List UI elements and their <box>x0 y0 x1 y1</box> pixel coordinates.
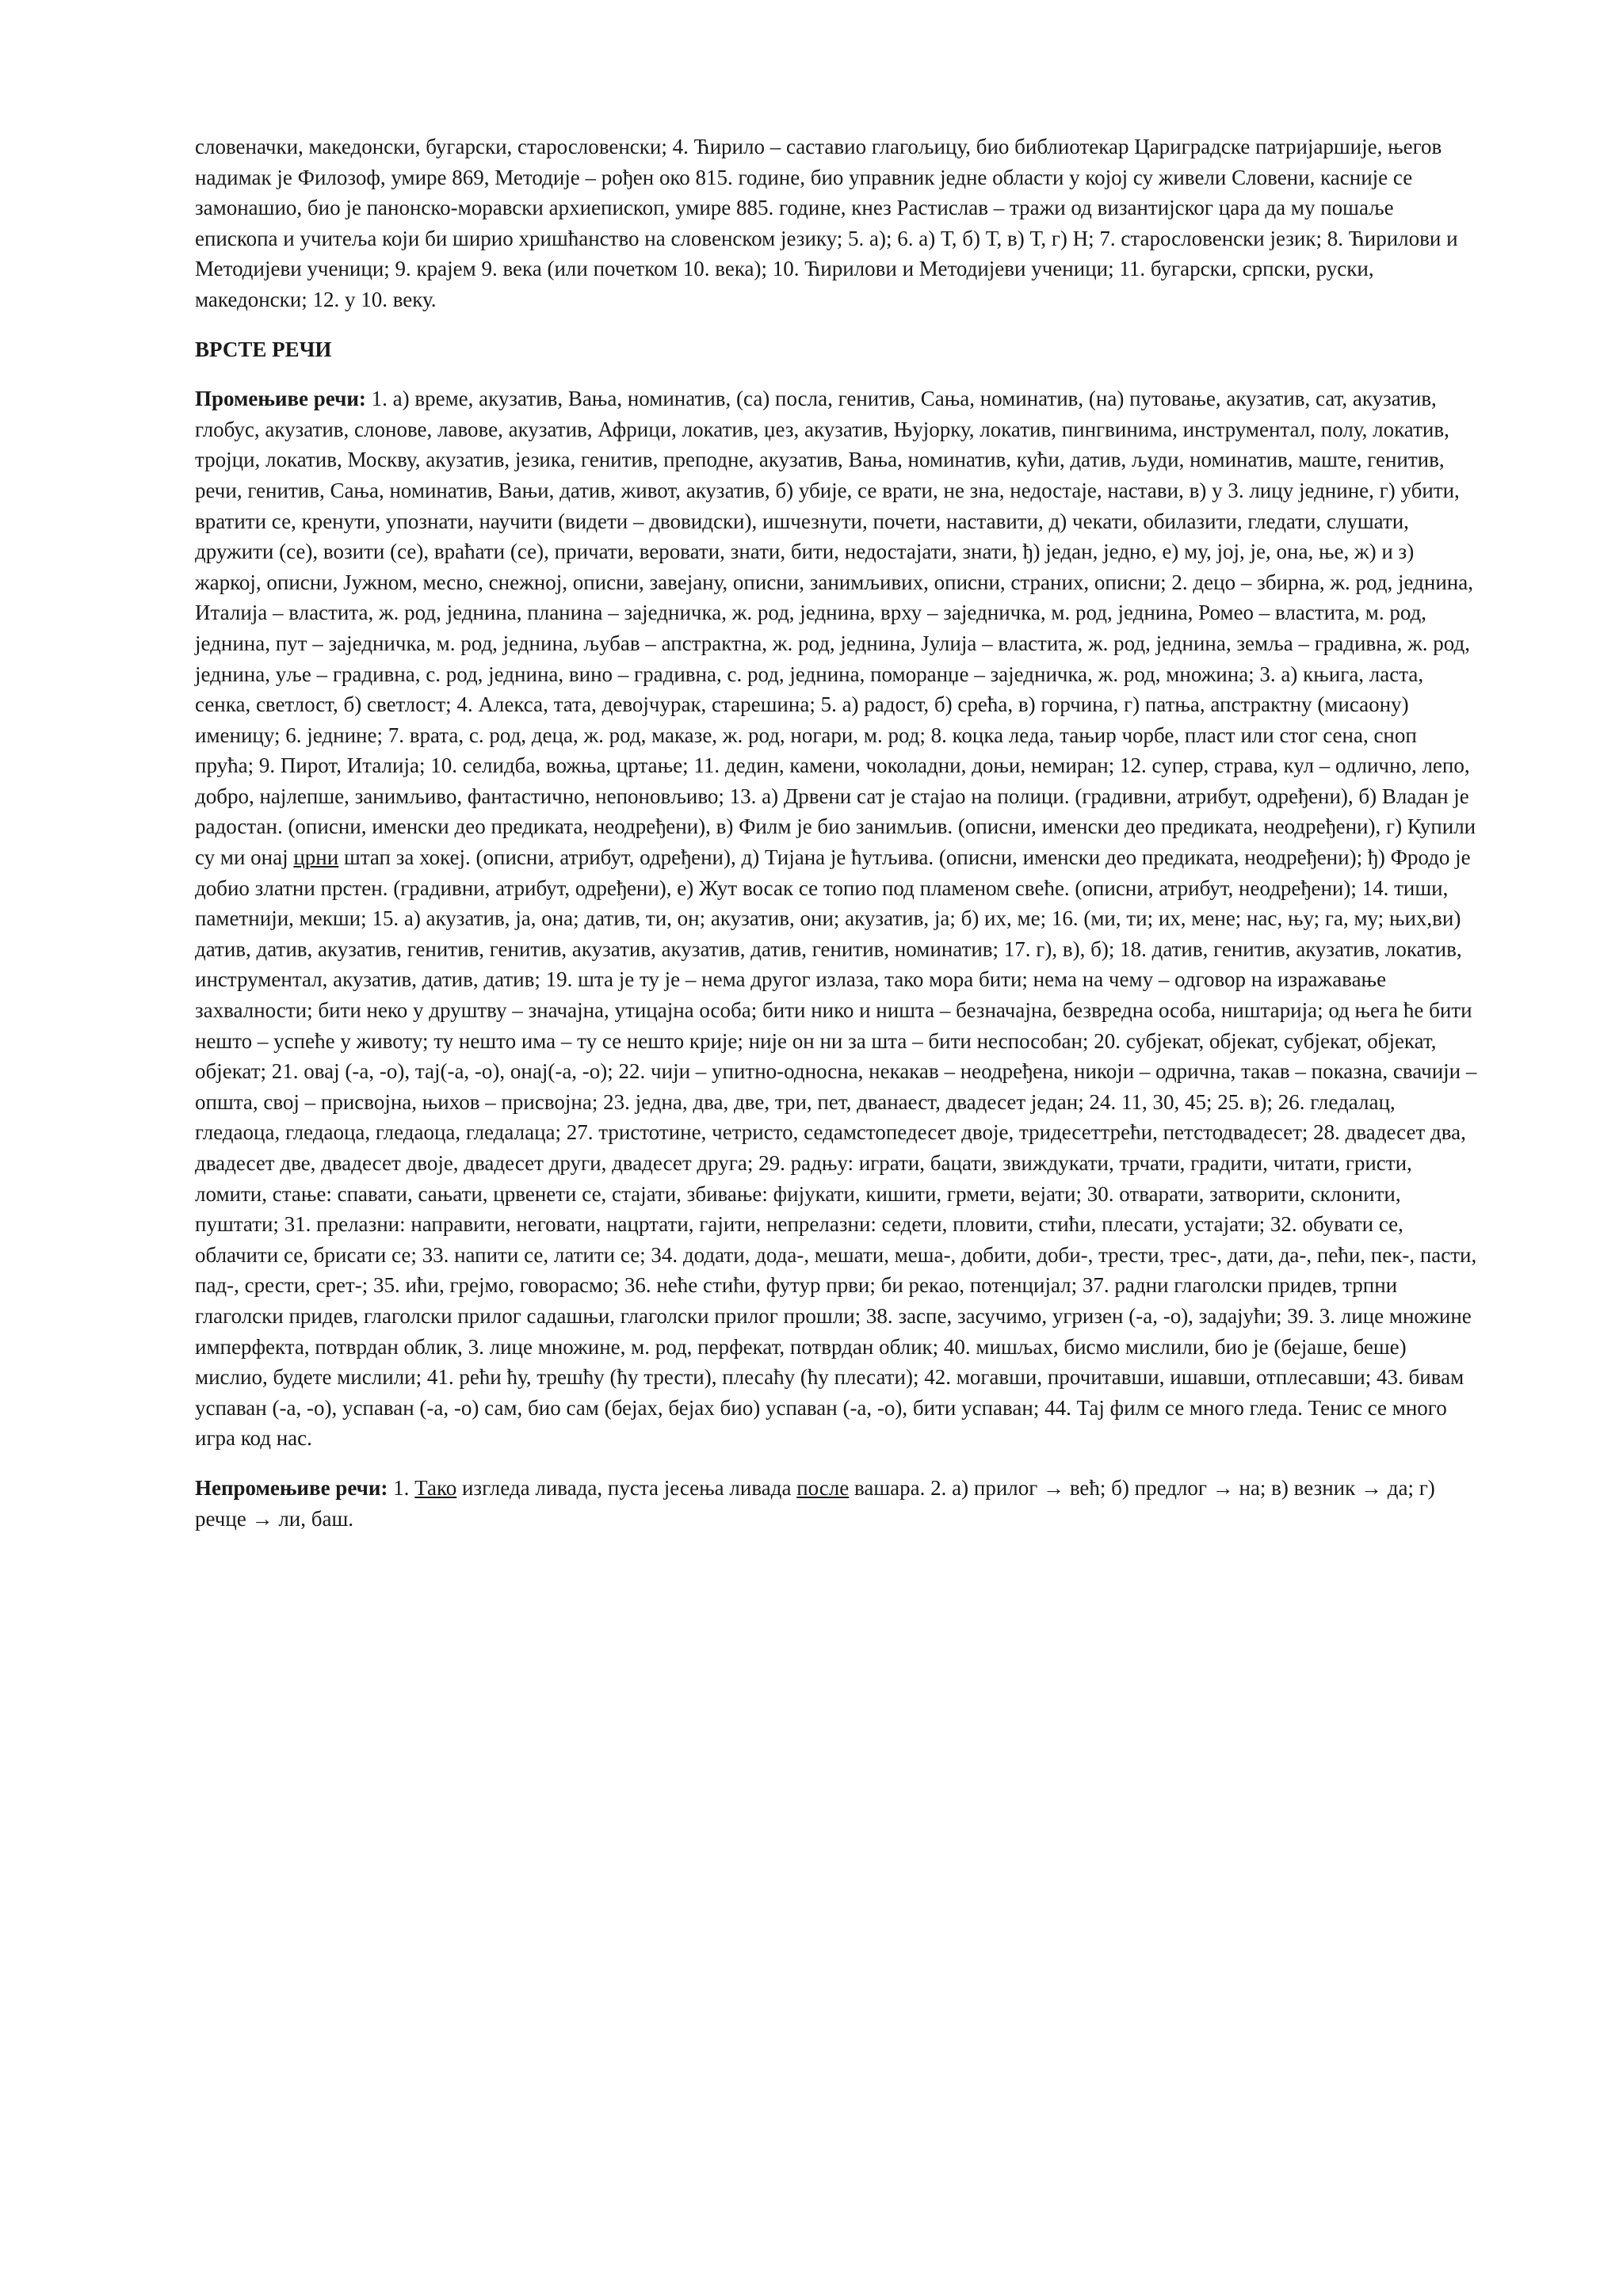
section-heading: ВРСТЕ РЕЧИ <box>195 337 332 361</box>
unchangeable-words-lead: Непромењиве речи: <box>195 1475 388 1500</box>
unchangeable-words-paragraph <box>195 1473 1479 1534</box>
intro-text: словеначки, македонски, бугарски, старословенски; 4. Ћирило – саставио глагољицу, био библиотекар Цариградске патријаршије, његов надимак је Филозоф, умире 869, Методије – рођен око 815. године, био управник једне области у којој су живели Словени, касније се замонашио, био је панонско-моравски архиепископ, умире 885. године, кнез Растислав – тражи од византијског цара да му пошаље епископа и учитеља који би ширио хришћанство на словенском језику; 5. а); 6. а) Т, б) Т, в) Т, г) Н; 7. старословенски језик; 8. Ћирилови и Методијеви ученици; 9. крајем 9. века (или почетком 10. века); 10. Ћирилови и Методијеви ученици; 11. бугарски, српски, руски, македонски; 12. у 10. веку. <box>195 135 1458 311</box>
unchangeable-num1: 1. <box>388 1475 415 1500</box>
intro-paragraph <box>195 132 1479 315</box>
underlined-word-tako: Тако <box>414 1475 457 1500</box>
changeable-text-b: штап за хокеј. (описни, атрибут, одређени), д) Тијана је ћутљива. (описни, именски део предиката, неодређени); ђ) Фродо је добио златни прстен. (градивни, атрибут, одређени), е) Жут восак се топио под пламеном свеће. (описни, атрибут, неодређени); 14. тиши, паметнији, мекши; 15. а) акузатив, ја, она; датив, ти, он; акузатив, они; акузатив, ја; б) их, ме; 16. (ми, ти; их, мене; нас, њу; га, му; њих,ви) датив, датив, акузатив, генитив, генитив, акузатив, акузатив, датив, генитив, номинатив; 17. г), в), б); 18. датив, генитив, акузатив, локатив, инструментал, акузатив, датив, датив; 19. шта је ту је – нема другог излаза, тако мора бити; нема на чему – одговор на изражавање захвалности; бити неко у друштву – значајна, утицајна особа; бити нико и ништа – безначајна, безвредна особа, ништарија; од њега ће бити нешто – успеће у животу; ту нешто има – ту се нешто крије; није он ни за шта – бити неспособан; 20. субјекат, објекат, субјекат, објекат, објекат; 21. овај (-а, -о), тај(-а, -о), онај(-а, -о); 22. чији – упитно-односна, некакав – неодређена, никоји – одрична, такав – показна, свачији – општа, свој – присвојна, њихов – присвојна; 23. једна, два, две, три, пет, дванаест, двадесет један; 24. 11, 30, 45; 25. в); 26. гледалац, гледаоца, гледаоца, гледаоца, гледалаца; 27. тристотине, четристо, седамстопедесет двоје, тридесеттрећи, петстодвадесет; 28. двадесет два, двадесет две, двадесет двоје, двадесет други, двадесет друга; 29. радњу: играти, бацати, звиждукати, трчати, градити, читати, гристи, ломити, стање: спавати, сањати, црвенети се, стајати, збивање: фијукати, кишити, грмети, вејати; 30. отварати, затворити, склонити, пуштати; 31. прелазни: направити, неговати, нацртати, гајити, непрелазни: седети, пловити, стићи, плесати, устајати; 32. обувати се, облачити се, брисати се; 33. напити се, латити се; 34. додати, дода-, мешати, меша-, добити, доби-, трести, трес-, дати, да-, пећи, пек-, пасти, пад-, срести, срет-; 35. ићи, грејмо, говорасмо; 36. неће стићи, футур први; би рекао, потенцијал; 37. радни глаголски придев, трпни глаголски придев, глаголски прилог садашњи, глаголски прилог прошли; 38. заспе, засучимо, угризен (-а, -о), задајући; 39. 3. лице множине имперфекта, потврдан облик, 3. лице множине, м. род, перфекат, потврдан облик; 40. мишљах, бисмо мислили, био је (бејаше, беше) мислио, будете мислили; 41. рећи ћу, трешћу (ћу трести), плесаћу (ћу плесати); 42. могавши, прочитавши, ишавши, отплесавши; 43. бивам успаван (-а, -о), успаван (-а, -о) сам, био сам (бејах, бејах био) успаван (-а, -о), бити успаван; 44. Тај филм се много гледа. Тенис се много игра код нас. <box>195 845 1477 1451</box>
underlined-word-crni: црни <box>293 845 339 870</box>
changeable-text-a: 1. а) време, акузатив, Вања, номинатив, (са) посла, генитив, Сања, номинатив, (на) путовање, акузатив, сат, акузатив, глобус, акузатив, слонове, лавове, акузатив, Африци, локатив, џез, акузатив, Њујорку, локатив, пингвинима, инструментал, полу, локатив, тројци, локатив, Москву, акузатив, језика, генитив, преподне, акузатив, Вања, номинатив, кући, датив, људи, номинатив, маште, генитив, речи, генитив, Сања, номинатив, Вањи, датив, живот, акузатив, б) убије, се врати, не зна, недостаје, настави, в) у 3. лицу једнине, г) убити, вратити се, кренути, упознати, научити (видети – двовидски), ишчезнути, почети, наставити, д) чекати, обилазити, гледати, слушати, дружити (се), возити (се), враћати (се), причати, веровати, знати, бити, недостајати, знати, ђ) један, једно, е) му, јој, је, она, ње, ж) и з) жаркој, описни, Јужном, месно, снежној, описни, завејану, описни, занимљивих, описни, страних, описни; 2. децо – збирна, ж. род, једнина, Италија – властита, ж. род, једнина, планина – заједничка, ж. род, једнина, врху – заједничка, м. род, једнина, Ромео – властита, м. род, једнина, пут – заједничка, м. род, једнина, љубав – апстрактна, ж. род, једнина, Јулија – властита, ж. род, једнина, земља – градивна, ж. род, једнина, уље – градивна, с. род, једнина, вино – градивна, с. род, једнина, поморанџе – заједничка, ж. род, множина; 3. а) књига, ласта, сенка, светлост, б) светлост; 4. Алекса, тата, девојчурак, старешина; 5. а) радост, б) срећа, в) горчина, г) патња, апстрактну (мисаону) именицу; 6. једнине; 7. врата, с. род, деца, ж. род, маказе, ж. род, ногари, м. род; 8. коцка леда, тањир чорбе, пласт или стог сена, сноп прућа; 9. Пирот, Италија; 10. селидба, вожња, цртање; 11. дедин, камени, чоколадни, доњи, немиран; 12. супер, страва, кул – одлично, лепо, добро, најлепше, занимљиво, фантастично, непоновљиво; 13. а) Дрвени сат је стајао на полици. (градивни, атрибут, одређени), б) Владан је радостан. (описни, именски део предиката, неодређени), в) Филм је био занимљив. (описни, именски део предиката, неодређени), г) Купили су ми онај <box>195 387 1476 870</box>
changeable-words-lead: Промењиве речи: <box>195 387 366 411</box>
underlined-word-posle: после <box>796 1475 850 1500</box>
unchangeable-mid: изгледа ливада, пуста јесења ливада <box>456 1475 797 1500</box>
changeable-words-paragraph <box>195 383 1479 1454</box>
document-page <box>195 132 1479 1553</box>
unchangeable-rest: вашара. 2. а) прилог → већ; б) предлог → на; в) везник → да; г) речце → ли, баш. <box>195 1475 1435 1531</box>
